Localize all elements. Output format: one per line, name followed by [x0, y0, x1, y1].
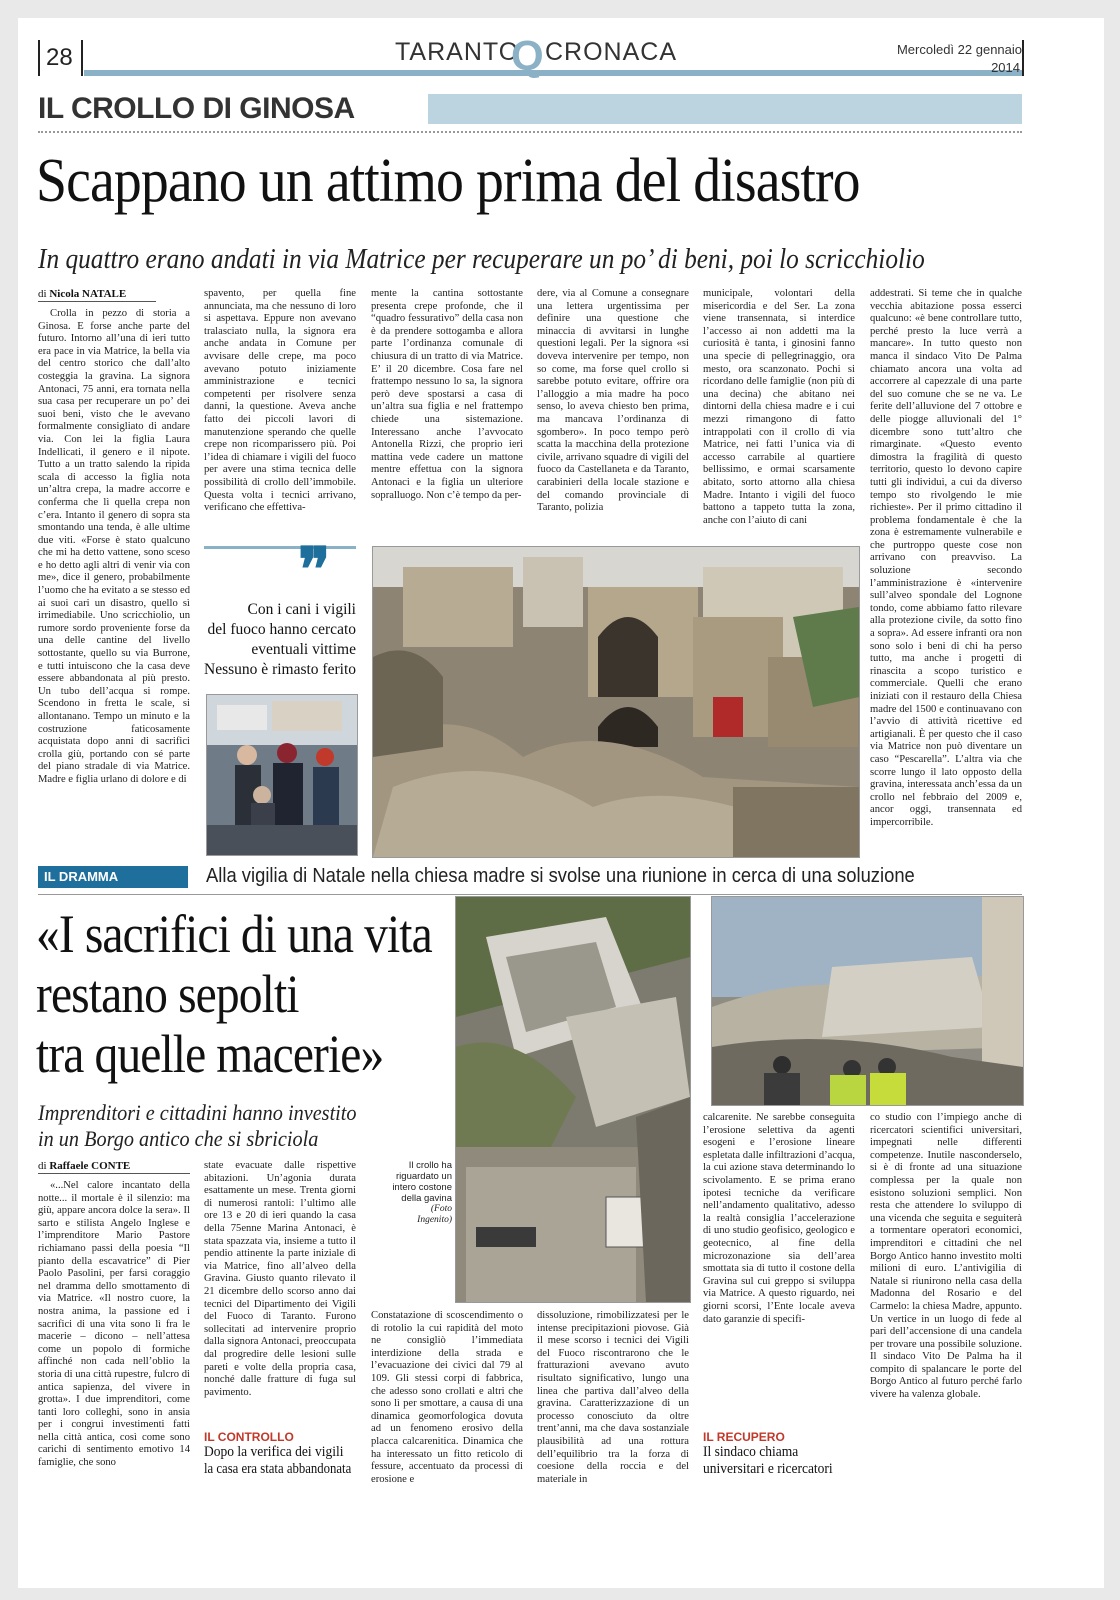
pull-quote [194, 600, 356, 680]
article1-col4-text: dere, via al Comune a consegnare una lettera urgentissima per definire una questione che minaccia di avvitarsi in lunghe questioni legali. Per la signora «si doveva intervenire per tempo, non so come, ma forse quel crollo si sarebbe potuto evitare, offrire ora l’alloggio a mia madre ha poco senso, lo aveva chiesto ben prima, ma mancava l’ordinanza di sgombero». In poco tempo però scatta la macchina della protezione civile, arrivano squadre di vigili del fuoco da Castellaneta e da Taranto, carabinieri della locale stazione e del comando provinciale di Taranto, polizia [537, 288, 689, 514]
caption-line-5: (Foto [430, 1204, 452, 1214]
photo-firefighters [206, 694, 358, 856]
masthead-logo-q: Q [511, 32, 544, 79]
article1-col6-text: addestrati. Si teme che in qualche vecchia abitazione possa esserci qualcuno: «è bene controllare tutto, perché presto la luce verrà a mancare». In tutto questo non manca il sindaco Vito De Palma chiamato ancora una volta ad accorrere al capezzale di una parte del suo comune che se ne va. Le ferite dell’alluvione del 7 ottobre e delle piogge alluvionali del 1° dicembre sono tutt’altro che rimarginate. «Questo evento dimostra la fragilità di questo territorio, questo lo devono capire tutti gli individui, a cui da diverso tempo sto rivolgendo le mie richieste». Per il primo cittadino il problema fondamentale è che la zona è estremamente vulnerabile e che purtroppo queste cose non arrivano con preavviso. La soluzione secondo l’amministrazione è «intervenire sull’alveo spondale del Lognone tondo, come abbiamo fatto rilevare alla protezione civile, da sotto fino a sopra». Ad essere infranti ora non sono solo i beni di chi ha perso tutto, ma anche i progetti di rinascita a scopo turistico e commerciale. Quelli che erano iniziati con il restauro della Chiesa madre del 1500 e continuavano con l’avvio di attività ricettive ed artigianali. È per questo che il caso via Matrice non può diventare un caso “Pescarella”. L’altra via che scorre lungo il lato opposto della gravina, interessata anch’essa da un crollo nel febbraio del 2009 e, ancor oggi, transennata ed impercorribile. [870, 288, 1022, 828]
article2-col2-text: state evacuate dalle rispettive abitazioni. Un’agonia durata esattamente un mese. Trenta giorni di numerosi rantoli: l’ultimo alle ore 13 e 20 di ieri quando la casa della 75enne Marina Antonaci, è stata spazzata via, insieme a tutto il pendio attinente la parte iniziale di via Matrice, fino all’alveo della Gravina. Giusto quanto rilevato il 21 dicembre dello scorso anno dai tecnici del Dipartimento dei Vigili del Fuoco di Taranto. Furono sollecitati ad intervenire proprio dalla signora Antonaci, preoccupata dal progredire delle lesioni sulle pareti e volte della propria casa, nonché dalle fratture di fuga sul pavimento. [204, 1160, 356, 1398]
box-recupero-line-1: Il sindaco chiama [703, 1444, 799, 1460]
caption-line-2: riguardato un [396, 1171, 452, 1182]
header-rule [84, 70, 1024, 76]
box-controllo-line-1: Dopo la verifica dei vigili [204, 1444, 344, 1460]
masthead-right: CRONACA [545, 38, 678, 66]
section-dotted-rule [38, 131, 1022, 133]
article2-col6-text: co studio con l’impiego anche di ricercatori scientifici universitari, impegnati nelle differenti competenze. Inutile nasconderselo, si è di fronte ad una situazione complessa per la quale non esistono soluzioni semplici. Non resta che attendere lo sviluppo di una vicenda che seguita e seguiterà a tormentare operatori economici, imprenditori e cittadini che nel Borgo Antico hanno investito molti milioni di euro. L’antivigilia di Natale si riunirono nella casa della Madonna del Rosario e del Carmelo: la chiesa Madre, appunto. Un vertice in un luogo di fede al pari dell’accensione di una candela per trovare una possibile soluzione. Il sindaco Vito De Palma ha il compito di spalancare le porte del Borgo Antico al futuro perché farlo vivere ha valenza globale. [870, 1112, 1022, 1401]
box-controllo-tag: IL CONTROLLO [204, 1430, 294, 1444]
page-number: 28 [46, 44, 73, 71]
article1-col4 [537, 288, 689, 532]
article1-col5 [703, 288, 855, 532]
page-header [18, 18, 1104, 88]
pull-quote-line-3: eventuali vittime [251, 641, 356, 658]
article2-col6 [870, 1112, 1022, 1560]
article2-col4 [537, 1310, 689, 1560]
newspaper-page [18, 18, 1104, 1588]
second-headline [36, 904, 432, 1084]
byline [38, 288, 156, 302]
box-recupero-tag: IL RECUPERO [703, 1430, 785, 1444]
article1-col2 [204, 288, 356, 532]
pull-quote-line-2: del fuoco hanno cercato [207, 621, 356, 638]
section-bar [428, 94, 1022, 124]
photo-collapse-ruins [372, 546, 860, 858]
second-headline-line-1: «I sacrifici di una vita [36, 904, 432, 964]
section-title: IL CROLLO DI GINOSA [38, 92, 355, 125]
box-controllo-line-2: la casa era stata abbandonata [204, 1461, 352, 1477]
article2-col3 [371, 1310, 523, 1560]
article2-col3-text: Constatazione di scoscendimento o di rotolio la cui rapidità del moto ne consigliò l’immediata interdizione della strada e l’evacuazione dei civici dal 79 al 109. Gli stessi corpi di fabbrica, che adesso sono crollati e altri che sono lì per smottare, a causa di una dinamica geomorfologica dovuta ad un fenomeno erosivo della placca calcarenitica. Dinamica che ha interessato un fitto reticolo di fessure, accentuato da processi di erosione e [371, 1310, 523, 1485]
article1-col1-text: Crolla in pezzo di storia a Ginosa. E forse anche parte del futuro. Intorno all’una di ieri tutto era pace in via Matrice, la bella via del centro storico che dall’alto costeggia la gravina. La signora Antonaci, 75 anni, era tornata nella sua casa per recuperare un po’ dei suoi beni, visto che le avevano formalmente consigliato di andare via. Con lei la figlia Laura Indellicati, il genero e il nipote. Tutto a un tratto salendo la ripida scala di accesso la figlia nota un’altra crepa, la madre accorre e conferma che lì quella crepa non c’era. Intanto il genero di sopra sta smontando una tenda, è alle ultime due viti. «Forse è stato qualcuno che mi ha detto vattene, sono sceso e ho detto agli altri di venir via con me», dice il genero, probabilmente l’uomo che ha evitato a se stesso ed ai suoi cari un disastro, quello sì irrimediabile. Uno scricchiolio, un rumore sordo proveniente forse da una delle cantine del livello sottostante, quello su via Burrone, e tutti intuiscono che la casa deve essere abbandonata al più presto. Un tubo dell’acqua si rompe. Scendono in fretta le scale, si allontanano. Tempo un minuto e la costruzione faticosamente acquistata dopo anni di sacrifici crolla giù, portando con sé parte del piano stradale di via Matrice. Madre e figlia urlano di dolore e di [38, 308, 190, 785]
main-subhead: In quattro erano andati in via Matrice per recuperare un po’ di beni, poi lo scricchiolio [38, 244, 925, 275]
strip-text: Alla vigilia di Natale nella chiesa madre si svolse una riunione in cerca di una soluzione [206, 865, 915, 887]
byline-2-author: Raffaele CONTE [49, 1160, 131, 1172]
article2-col1-text: «...Nel calore incantato della notte... il mortale è il silenzio: ma giù, appare ancora dolce la sera». Il sarto e stilista Angelo Inglese e l’imprenditore Mario Pastore richiamano passi della poesia “Il pianto della escavatrice” di Pier Paolo Pasolini, per farsi coraggio nel dramma dello smottamento di via Matrice. «Il nostro cuore, la nostra anima, la passione ed i sacrifici di una vita sono lì fra le macerie – dicono – nell’attesa come un popolo di formiche affinché non cada nell’oblio la storia di una città rupestre, fulcro di antica sapienza, del vivere in grotta». I due imprenditori, come tanti loro colleghi, sono in ansia per i congrui investimenti fatti nella città antica, così come sono carichi di sentimento emotivo 14 famiglie, che sono [38, 1180, 190, 1469]
article1-col2-text: spavento, per quella fine annunciata, ma che nessuno di loro si aspettava. Eppure non avevano tralasciato nulla, la signora era anche andata in Comune per avvisare delle crepe, ma poco avevano potuto iniziamente amministrazione e tecnici competenti per risolvere senza danni, la questione. Aveva anche fatto dei piccoli lavori di manutenzione sperando che quelle crepe non ricomparissero più. Poi l’idea di chiamare i vigili del fuoco per avere una stima tecnica delle possibilità di crollo dell’immobile. Questa volta i tecnici arrivano, verificano che effettiva- [204, 288, 356, 514]
second-headline-line-2: restano sepolti [36, 964, 299, 1024]
article1-col6 [870, 288, 1022, 878]
byline-prefix: di [38, 288, 47, 300]
article2-col5 [703, 1112, 855, 1410]
article2-col2 [204, 1160, 356, 1426]
issue-year: 2014 [991, 60, 1020, 75]
caption-line-3: intero costone [392, 1182, 452, 1193]
pull-quote-rule [204, 546, 356, 549]
strip-tag [38, 866, 188, 888]
second-subhead-line-2: in un Borgo antico che si sbriciola [38, 1126, 319, 1151]
article2-col4-text: dissoluzione, rimobilizzatesi per le intense precipitazioni piovose. Già il mese scorso i tecnici dei Vigili del Fuoco riscontrarono che le fratturazioni avevano avuto risultato significativo, lungo una linea che partiva dall’alveo della gravina. Caratterizzazione di un processo conosciuto da oltre trent’anni, ma che dava sostanziale plausibilità ad una rottura dell’equilibrio tra la forza di coesione della roccia e del materiale in [537, 1310, 689, 1485]
article1-col5-text: municipale, volontari della misericordia e del Ser. La zona viene transennata, si interdice l’accesso ai non addetti ma la curiosità è tanta, i ginosini fanno una specie di pellegrinaggio, ora mesto, ora scanzonato. Pochi si ricordano delle famiglie (non più di una decina) che abitano nei dintorni della chiesa madre e i cui mezzi rimangono di fatto intrappolati con il crollo di via Matrice, nei fatti l’unica via di accesso carrabile al quartiere bellissimo, e ormai scarsamente abitato, sorto attorno alla chiesa Madre. Intanto i vigili del fuoco battono a tappeto tutta la zona, anche con l’aiuto di cani [703, 288, 855, 526]
photo-caption [378, 1160, 452, 1226]
issue-date: Mercoledì 22 gennaio [896, 42, 1022, 57]
article1-col3-text: mente la cantina sottostante presenta crepe profonde, che il “quadro fessurativo” della casa non è da prendere sottogamba e allora parte l’ordinanza comunale di chiusura di un tratto di via Matrice. E’ il 20 dicembre. Cosa fare nel frattempo nessuno lo sa, la signora però deve spostarsi a casa di un’altra sua figlia e nel frattempo chiede una sistemazione. Interessano anche l’avvocato Antonella Rizzi, che proprio ieri mattina vede cadere un mattone mentre effettua con la signora Antonaci e la figlia un ulteriore sopralluogo. Non c’è tempo da per- [371, 288, 523, 501]
pull-quote-line-4: Nessuno è rimasto ferito [204, 661, 356, 678]
byline-2-prefix: di [38, 1160, 47, 1172]
quote-mark-icon: ❞ [298, 537, 331, 603]
photo-collapsed-house [455, 896, 691, 1303]
pull-quote-line-1: Con i cani i vigili [247, 601, 356, 618]
article2-col1 [38, 1180, 190, 1560]
caption-line-1: Il crollo ha [408, 1160, 452, 1171]
caption-line-4: della gavina [401, 1193, 452, 1204]
main-headline: Scappano un attimo prima del disastro [36, 147, 860, 215]
byline-author: Nicola NATALE [49, 288, 127, 300]
strip-tag-label: IL DRAMMA [44, 869, 119, 884]
second-subhead [38, 1100, 434, 1152]
masthead-left: TARANTO [395, 38, 520, 66]
article1-col1 [38, 308, 190, 868]
second-subhead-line-1: Imprenditori e cittadini hanno investito [38, 1100, 357, 1125]
strip-rule [38, 894, 1022, 895]
article1-col3 [371, 288, 523, 532]
box-recupero [703, 1430, 855, 1478]
box-controllo [204, 1430, 356, 1478]
second-headline-line-3: tra quelle macerie» [36, 1024, 384, 1084]
caption-line-6: Ingenito) [417, 1215, 452, 1225]
box-recupero-line-2: universitari e ricercatori [703, 1461, 833, 1477]
photo-gravina-view [711, 896, 1024, 1106]
article2-col5-text: calcarenite. Ne sarebbe conseguita l’erosione selettiva da agenti esogeni e l’erosione lineare espletata dalle infiltrazioni d’acqua, la cui azione stava determinando lo scivolamento. E se prima erano ipotesi tecniche da verificare nell’andamento qualitativo, adesso la realtà consiglia l’accelerazione di uno studio geofisico, geologico e geotecnico, al fine della microzonazione sia dell’area smottata sia di tutto il costone della Gravina sul cui greppo si sviluppa via Matrice. A questo riguardo, nei giorni scorsi, l’Ente locale aveva dato garanzie di specifi- [703, 1112, 855, 1325]
byline-2 [38, 1160, 190, 1174]
